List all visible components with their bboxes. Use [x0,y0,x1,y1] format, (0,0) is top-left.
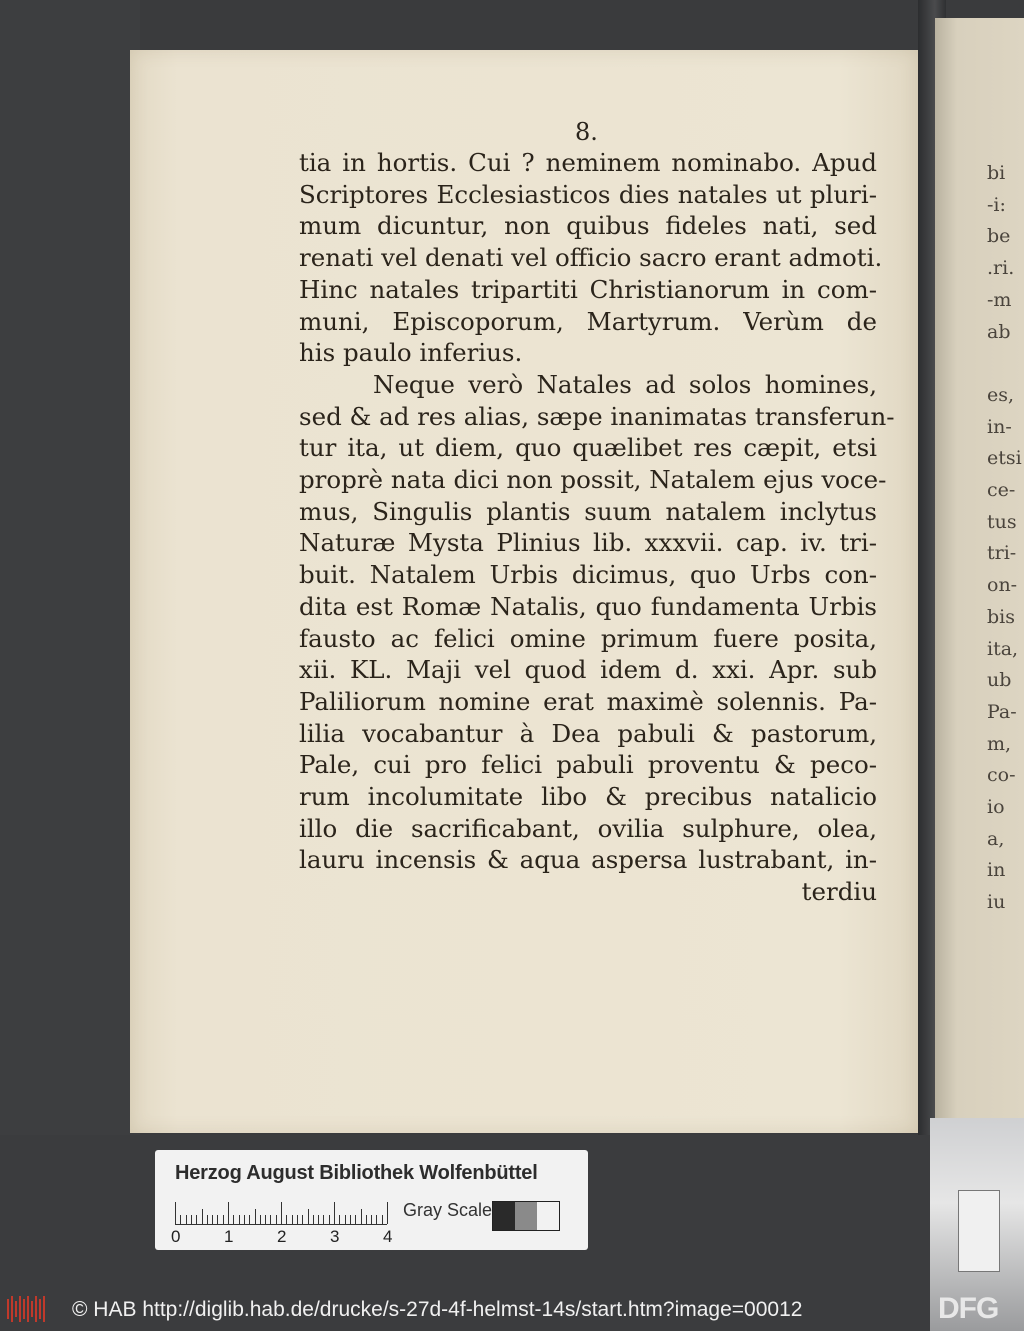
page-number: 8. [575,118,598,146]
text-line: fausto ac felici omine primum fuere posita, [299,623,877,653]
facing-fragment: ita, [987,637,1019,660]
dfg-logo: DFG [938,1292,999,1325]
ruler-tick [361,1209,362,1224]
ruler-tick [233,1215,234,1224]
text-line: Naturæ Mysta Plinius lib. xxxvii. cap. iv. tri- [299,528,877,558]
ruler-number: 3 [330,1227,340,1246]
facing-fragment: io [987,796,1005,819]
text-line: mum dicuntur, non quibus fideles nati, sed [299,211,877,241]
text-line: buit. Natalem Urbis dicimus, quo Urbs con- [299,560,877,590]
ruler-tick [366,1215,367,1224]
ruler-tick [255,1209,256,1224]
text-line: Pale, cui pro felici pabuli proventu & peco- [299,750,877,780]
ruler-tick [355,1215,356,1224]
ruler-number: 0 [171,1227,181,1246]
facing-fragment: be [987,225,1011,248]
ruler-number: 2 [277,1227,287,1246]
ruler-tick [212,1215,213,1224]
text-line: tur ita, ut diem, quo quælibet res cæpit, etsi [299,433,877,463]
ruler-tick [292,1215,293,1224]
text-line: tia in hortis. Cui ? neminem nominabo. Apud [299,148,877,177]
text-line: xii. KL. Maji vel quod idem d. xxi. Apr. sub [299,655,877,685]
facing-page-text [987,158,1024,919]
text-line: renati vel denati vel officio sacro erant admoti. [299,243,883,273]
facing-fragment [987,348,1024,380]
body-text [299,147,895,908]
text-line: mus, Singulis plantis suum natalem inclytus [299,496,877,526]
facing-fragment: in [987,859,1006,882]
ruler-tick [244,1215,245,1224]
facing-fragment: ab [987,320,1011,343]
facing-fragment: in- [987,415,1012,438]
ruler-number: 1 [224,1227,234,1246]
gray-swatch-patch [537,1202,559,1230]
facing-fragment: Pa- [987,700,1017,723]
ruler-tick [202,1209,203,1224]
ruler-tick [323,1215,324,1224]
hab-barcode-icon [6,1295,46,1323]
source-credit: © HAB http://diglib.hab.de/drucke/s-27d-4f-helmst-14s/start.htm?image=00012 [72,1298,803,1321]
facing-fragment: m, [987,732,1012,755]
text-line: lilia vocabantur à Dea pabuli & pastorum, [299,718,877,748]
ruler-tick [196,1215,197,1224]
facing-fragment: ub [987,669,1012,692]
ruler-tick [350,1215,351,1224]
ruler-tick [180,1215,181,1224]
gray-scale-swatch [492,1201,560,1231]
ruler-tick [313,1215,314,1224]
ruler-tick [382,1215,383,1224]
ruler-tick [387,1202,388,1224]
text-line: Hinc natales tripartiti Christianorum in com- [299,274,877,304]
facing-fragment: bi [987,162,1006,184]
scan-background-left [0,0,140,1331]
facing-fragment: -m [987,288,1012,311]
facing-fragment: tri- [987,542,1017,565]
ruler-tick [308,1209,309,1224]
facing-fragment: a, [987,827,1005,850]
facing-fragment: bis [987,605,1015,628]
text-line: Paliliorum nomine erat maximè solennis. Pa- [299,686,877,716]
ruler-tick [376,1215,377,1224]
ruler-tick [345,1215,346,1224]
ruler-tick [175,1202,176,1224]
ruler-tick [276,1215,277,1224]
facing-fragment: co- [987,764,1016,787]
ruler-tick [239,1215,240,1224]
ruler-tick [217,1215,218,1224]
ruler-tick [249,1215,250,1224]
facing-fragment: on- [987,574,1018,597]
text-line: Neque verò Natales ad solos homines, [373,369,877,399]
text-line: illo die sacrificabant, ovilia sulphure, olea, [299,813,877,843]
facing-fragment: ce- [987,479,1016,502]
gray-swatch-patch [515,1202,537,1230]
facing-page [935,18,1024,1118]
ruler-tick [228,1202,229,1224]
ruler-tick [281,1202,282,1224]
facing-fragment: etsi [987,447,1022,470]
ruler-tick [334,1202,335,1224]
text-line: Scriptores Ecclesiasticos dies natales ut pluri- [299,179,877,209]
ruler-tick [302,1215,303,1224]
book-tag [958,1190,1000,1272]
gray-swatch-patch [493,1202,515,1230]
facing-fragment: .ri. [987,257,1015,280]
ruler-tick [329,1215,330,1224]
text-line: lauru incensis & aqua aspersa lustrabant, in- [299,845,877,875]
facing-fragment: tus [987,510,1017,533]
ruler-tick [297,1215,298,1224]
ruler-tick [286,1215,287,1224]
ruler-tick [223,1215,224,1224]
text-line: dita est Romæ Natalis, quo fundamenta Urbis [299,591,877,621]
ruler-tick [318,1215,319,1224]
ruler-tick [260,1215,261,1224]
ruler-number: 4 [383,1227,393,1246]
ruler-tick [191,1215,192,1224]
scale-ruler [175,1202,387,1225]
facing-fragment: iu [987,891,1006,914]
ruler-tick [207,1215,208,1224]
ruler-tick [265,1215,266,1224]
text-line: his paulo inferius. [299,338,523,368]
text-line: terdiu [801,877,877,907]
ruler-tick [371,1215,372,1224]
text-line: rum incolumitate libo & precibus natalicio [299,782,877,812]
text-line: muni, Episcoporum, Martyrum. Verùm de [299,306,877,336]
text-line: sed & ad res alias, sæpe inanimatas transferun- [299,401,895,431]
text-line: proprè nata dici non possit, Natalem ejus voce- [299,465,887,495]
facing-fragment: es, [987,383,1015,406]
ruler-tick [270,1215,271,1224]
ruler-tick [339,1215,340,1224]
library-title: Herzog August Bibliothek Wolfenbüttel [175,1162,538,1184]
library-label-card [155,1150,588,1250]
gray-scale-label: Gray Scale [403,1200,493,1220]
ruler-tick [186,1215,187,1224]
facing-fragment: -i: [987,193,1006,216]
